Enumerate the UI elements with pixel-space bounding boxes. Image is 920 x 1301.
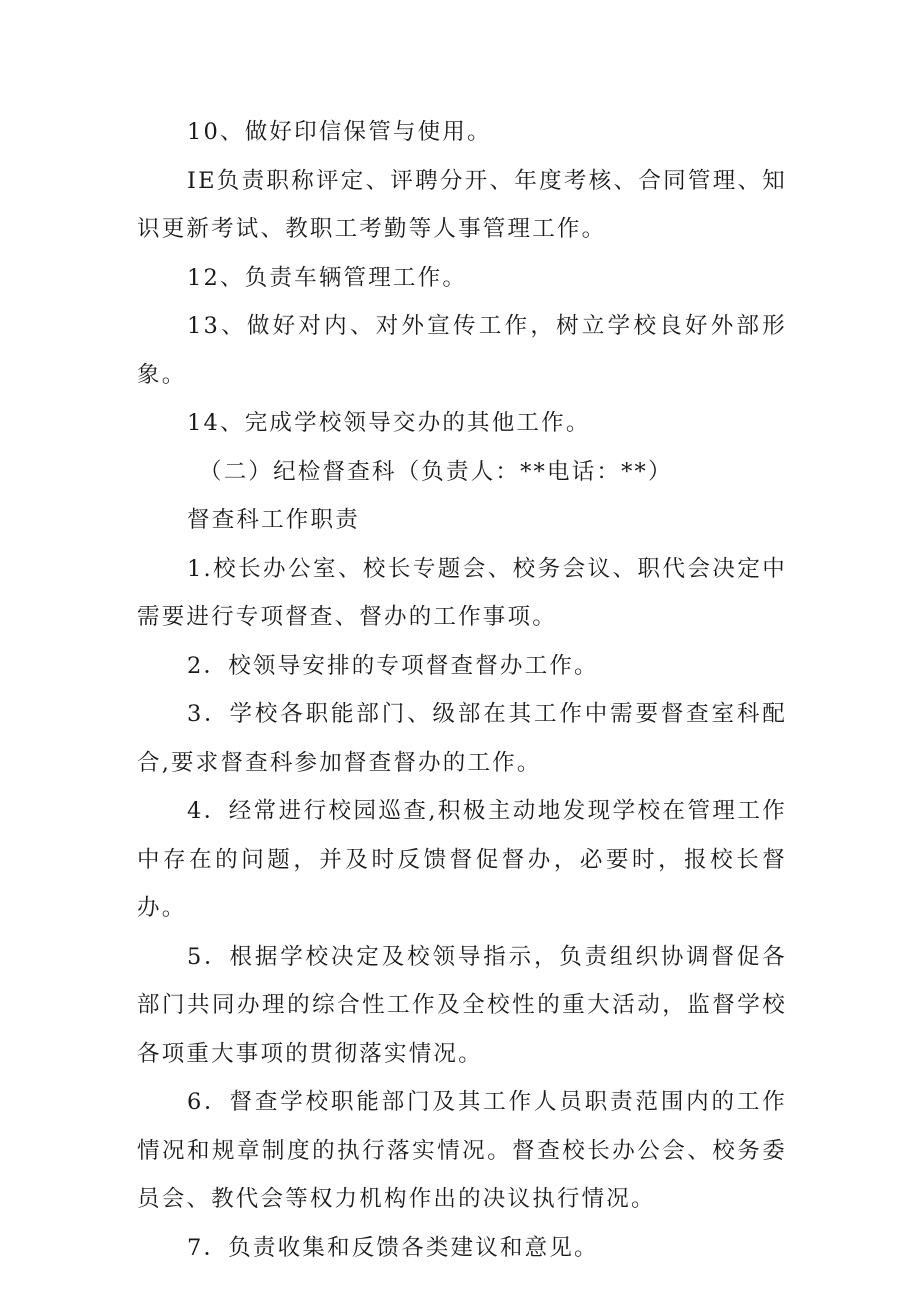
duty-item-2: 2．校领导安排的专项督查督办工作。 [187,652,599,679]
paragraph-item-11: IE负责职称评定、评聘分开、年度考核、合同管理、知识更新考试、教职工考勤等人事管理工作。 [137,167,787,242]
duty-item-7: 7．负责收集和反馈各类建议和意见。 [187,1234,599,1261]
duty-item-1: 1.校长办公室、校长专题会、校务会议、职代会决定中需要进行专项督查、督办的工作事项。 [137,555,787,630]
duty-item-6: 6．督查学校职能部门及其工作人员职责范围内的工作情况和规章制度的执行落实情况。督查校长办公会、校务委员会、教代会等权力机构作出的决议执行情况。 [137,1089,787,1212]
paragraph-item-12: 12、负责车辆管理工作。 [187,264,468,291]
duty-item-5: 5．根据学校决定及校领导指示，负责组织协调督促各部门共同办理的综合性工作及全校性的重大活动，监督学校各项重大事项的贯彻落实情况。 [137,943,787,1067]
document-body [137,108,787,1272]
subsection-title: 督查科工作职责 [187,507,360,533]
paragraph-item-10: 10、做好印信保管与使用。 [187,119,492,145]
paragraph-item-14: 14、完成学校领导交办的其他工作。 [187,410,591,436]
duty-item-4: 4．经常进行校园巡查,积极主动地发现学校在管理工作中存在的问题，并及时反馈督促督办，必要时，报校长督办。 [137,798,787,921]
paragraph-item-13: 13、做好对内、对外宣传工作，树立学校良好外部形象。 [137,313,787,388]
section-heading: （二）纪检督查科（负责人：**电话：**） [199,458,673,485]
duty-item-3: 3．学校各职能部门、级部在其工作中需要督查室科配合,要求督查科参加督查督办的工作。 [137,701,787,776]
